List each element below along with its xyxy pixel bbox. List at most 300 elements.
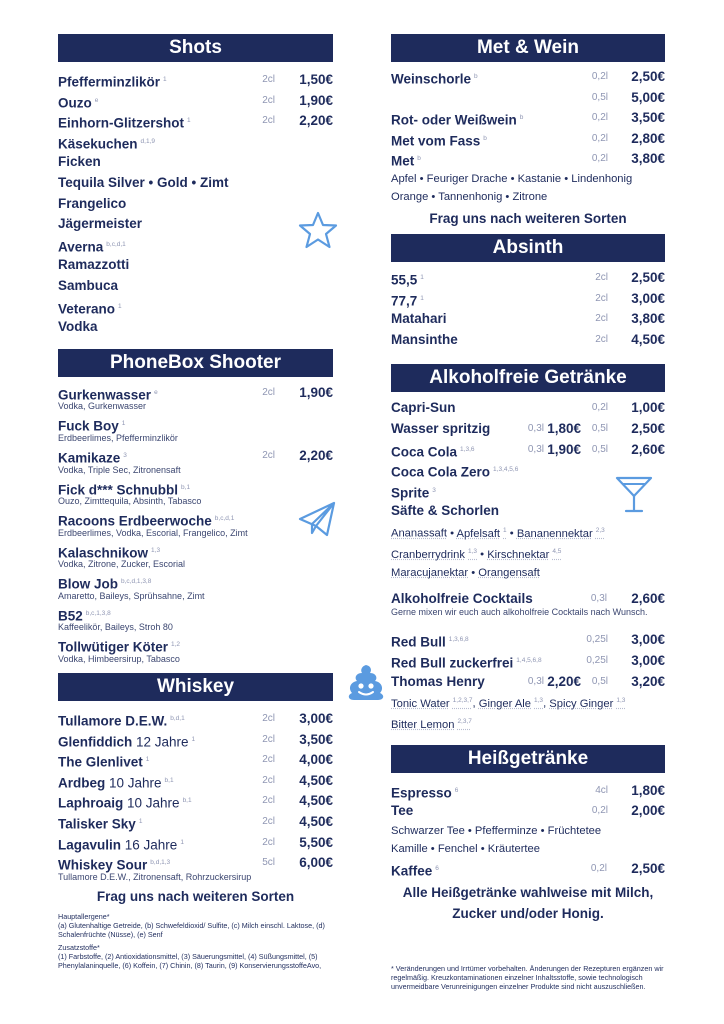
menu-item: [391, 801, 665, 822]
item-description: Vodka, Gurkenwasser: [58, 401, 147, 412]
item-name-wrap: [391, 801, 413, 822]
menu-item: [391, 67, 665, 88]
menu-item: [58, 194, 333, 215]
list-entry: [457, 528, 507, 540]
item-size: 0,2l: [591, 112, 608, 124]
item-description: Ouzo, Zimttequila, Absinth, Tabasco: [58, 496, 202, 507]
item-allergen-codes: b: [519, 114, 524, 122]
item-size: 2cl: [262, 795, 275, 807]
item-name: Tullamore D.E.W.: [58, 713, 168, 729]
list-entry: [478, 567, 540, 579]
item-name: Capri-Sun: [391, 400, 456, 416]
menu-item: [391, 630, 665, 651]
item-allergen-codes: 1,3,6,8: [448, 636, 469, 644]
entry-name: Kirschnektar: [487, 548, 550, 561]
item-allergen-codes: 1,2: [171, 641, 181, 649]
menu-item: [58, 383, 333, 404]
item-name-wrap: [58, 255, 129, 276]
item-price: 3,80€: [631, 151, 665, 167]
item-price: 4,00€: [299, 752, 333, 768]
menu-item: [391, 129, 665, 150]
item-age: 16 Jahre: [121, 837, 178, 853]
item-price: 4,50€: [299, 793, 333, 809]
whiskey-list: [58, 709, 333, 883]
item-name-wrap: [58, 853, 170, 876]
metwein-list: [391, 67, 665, 170]
menu-item-kaffee: [391, 859, 665, 880]
item-name: Sprite: [391, 485, 430, 501]
item-allergen-codes: b,1: [182, 797, 192, 805]
whiskey-more-note: Frag uns nach weiteren Sorten: [96, 888, 295, 904]
item-name: Whiskey Sour: [58, 857, 148, 873]
item-name: Ouzo: [58, 95, 92, 111]
item-size: 2cl: [262, 74, 275, 85]
item-name: 55,5: [391, 272, 418, 288]
item-size: 2cl: [262, 816, 275, 828]
item-price: 3,00€: [631, 290, 665, 306]
item-name: Lagavulin: [58, 837, 122, 853]
item-name: B52: [58, 608, 83, 624]
menu-item: [391, 651, 665, 672]
item-name-wrap: [58, 478, 190, 501]
hot-drinks-note-1: Alle Heißgetränke wahlweise mit Milch,: [402, 884, 654, 900]
item-size: 0,2l: [590, 862, 607, 874]
item-allergen-codes: 1: [121, 420, 126, 428]
menu-item: [391, 268, 665, 289]
item-allergen-codes: 1: [138, 818, 143, 826]
item-name-wrap: [58, 383, 158, 406]
item-name: Weinschorle: [391, 71, 472, 87]
section-header-shots: Shots: [58, 34, 333, 62]
section-header-alkfrei: Alkoholfreie Getränke: [391, 364, 665, 392]
item-allergen-codes: 1: [118, 302, 122, 310]
item-allergen-codes: 3: [123, 451, 127, 459]
menu-item: [58, 276, 333, 297]
hot-drinks-note-2: Zucker und/oder Honig.: [452, 905, 604, 921]
list-entry: [391, 528, 447, 540]
tea-types-line2: Kamille • Fenchel • Kräutertee: [391, 843, 540, 856]
item-name: Tequila Silver • Gold • Zimt: [58, 174, 229, 190]
menu-item: [58, 853, 333, 874]
item-price: 2,60€: [631, 590, 665, 606]
entry-allergen-codes: 1,3: [468, 548, 478, 556]
item-size: 2cl: [262, 115, 275, 127]
section-header-heiss: Heißgetränke: [391, 745, 665, 773]
item-allergen-codes: 1: [191, 735, 196, 743]
allergen-title: Hauptallergene*: [58, 911, 110, 921]
additives-text: (1) Farbstoffe, (2) Antioxidationsmittel, (3) Säuerungsmittel, (4) Süßungsmittel, (5) Phenylalaninquelle, (6) Koffein, (7) Chinin, (8) Taurin, (9) KonservierungsstoffeAvo,: [58, 951, 322, 970]
menu-item: [58, 214, 333, 235]
item-price: 2,20€: [299, 113, 333, 129]
item-name: Sambuca: [58, 277, 119, 293]
item-name: Laphroaig: [58, 795, 124, 811]
item-allergen-codes: 1: [163, 76, 167, 83]
menu-item: [58, 478, 333, 499]
item-name: Kalaschnikow: [58, 545, 149, 561]
item-size: 0,25l: [586, 655, 608, 667]
item-name: Thomas Henry: [391, 673, 485, 689]
item-name: The Glenlivet: [58, 754, 143, 770]
item-name: Wasser spritzig: [391, 420, 491, 436]
item-price: 1,90€: [299, 92, 333, 108]
menu-item: [391, 440, 665, 461]
item-price: 5,00€: [631, 89, 665, 105]
item-price-small: 2,20€: [547, 673, 581, 689]
menu-item: [58, 771, 333, 792]
item-size: 0,5l: [591, 422, 608, 434]
item-price: 3,00€: [631, 653, 665, 669]
item-allergen-codes: 1: [145, 756, 150, 764]
item-name: Frangelico: [58, 195, 127, 211]
item-size: 0,2l: [591, 71, 608, 82]
item-name: 77,7: [391, 293, 418, 309]
menu-item: [58, 833, 333, 854]
item-name-wrap: [58, 509, 234, 532]
item-price: 2,50€: [631, 420, 665, 436]
item-name: Racoons Erdbeerwoche: [58, 513, 212, 529]
entry-allergen-codes: 1,2,3,7: [452, 697, 473, 705]
item-allergen-codes: 1,3: [151, 546, 161, 554]
item-size: 2cl: [262, 713, 275, 725]
item-size: 4cl: [595, 784, 608, 796]
allergen-text: (a) Glutenhaltige Getreide, (b) Schwefeldioxid/ Sulfite, (c) Milch einschl. Laktose, (d) Schalenfrüchte (Nüsse), (e) Senf: [58, 920, 325, 939]
entry-name: Cranberrydrink: [391, 548, 465, 561]
item-name: Blow Job: [58, 576, 118, 592]
item-name-wrap: [58, 635, 180, 658]
item-name: Gurkenwasser: [58, 387, 152, 403]
poop-icon: [345, 662, 387, 702]
menu-item: [391, 672, 665, 693]
entry-allergen-codes: 2,3: [595, 526, 605, 534]
item-price: 3,80€: [631, 311, 665, 327]
item-allergen-codes: e: [94, 96, 99, 104]
item-price: 2,50€: [631, 860, 665, 876]
item-size: 2cl: [595, 313, 608, 325]
menu-item: [391, 149, 665, 170]
item-allergen-codes: 1: [187, 117, 191, 125]
item-price-small: 1,90€: [547, 441, 581, 457]
list-entry: [391, 698, 473, 710]
item-size: 0,2l: [591, 402, 608, 414]
item-name-wrap: [391, 672, 485, 693]
item-size: 0,2l: [591, 805, 608, 817]
item-allergen-codes: b,c,d,1: [106, 240, 126, 248]
item-size: 2cl: [262, 774, 275, 786]
item-price-small: 1,80€: [547, 420, 581, 436]
item-description: Erdbeerlimes, Pfefferminzlikör: [58, 432, 178, 443]
item-price: 4,50€: [299, 772, 333, 788]
menu-item: [58, 812, 333, 833]
section-header-metwein: Met & Wein: [391, 34, 665, 62]
item-allergen-codes: b: [474, 73, 478, 80]
item-name-wrap: [58, 317, 98, 338]
additives-title: Zusatzstoffe*: [58, 942, 100, 952]
menu-item: [58, 70, 333, 91]
item-size: 0,25l: [586, 634, 608, 646]
item-name-wrap: [391, 398, 456, 419]
item-name: Glenfiddich: [58, 734, 133, 750]
item-size: 2cl: [595, 271, 608, 283]
menu-item: [391, 88, 665, 109]
metwein-more-note: Frag uns nach weiteren Sorten: [429, 210, 627, 226]
met-flavors-line1: Apfel • Feuriger Drache • Kastanie • Lindenhonig: [391, 172, 633, 185]
menu-item: [58, 297, 333, 318]
item-price: 2,20€: [299, 447, 333, 463]
item-size: 2cl: [262, 386, 275, 398]
section-header-phonebox: PhoneBox Shooter: [58, 349, 333, 377]
menu-item: [58, 414, 333, 435]
item-size: 2cl: [262, 733, 275, 745]
menu-item: [391, 108, 665, 129]
item-size: 2cl: [262, 449, 275, 461]
thomas-henry-flavors: Tonic Water $^{1,2,3,7}$, Ginger Ale $^{1,3}$, Spicy Ginger $^{1,3}$ Bitter Lemon $^{2,3,7}$: [391, 697, 626, 732]
entry-name: Spicy Ginger: [549, 697, 614, 710]
item-name: Met vom Fass: [391, 133, 481, 149]
item-price: 2,80€: [631, 130, 665, 146]
cocktail-glass-icon: [614, 474, 654, 514]
item-allergen-codes: d,1,9: [140, 137, 156, 145]
item-name-wrap: [58, 541, 160, 564]
menu-item: [58, 509, 333, 530]
item-name-wrap: [58, 446, 127, 469]
item-price: 3,50€: [631, 110, 665, 126]
menu-item: [58, 791, 333, 812]
menu-item: [58, 91, 333, 112]
item-allergen-codes: b,d,1: [170, 715, 185, 723]
list-entry: [549, 698, 625, 710]
item-name-wrap: [58, 194, 126, 215]
item-name: Tee: [391, 803, 414, 819]
item-size: 5cl: [262, 857, 275, 869]
item-description: Vodka, Zitrone, Zucker, Escorial: [58, 559, 186, 570]
item-age: 10 Jahre: [123, 795, 180, 811]
item-size: 2cl: [595, 292, 608, 304]
item-name: Pfefferminzlikör: [58, 74, 161, 90]
item-size: 2cl: [262, 754, 275, 766]
item-description: Erdbeerlimes, Vodka, Escorial, Frangelico, Zimt: [58, 527, 248, 538]
item-price: 1,50€: [299, 72, 333, 87]
menu-item: [391, 781, 665, 802]
item-age: 12 Jahre: [132, 734, 189, 750]
menu-item: [391, 398, 665, 419]
list-entry: [517, 528, 605, 540]
item-name-wrap: [58, 572, 151, 595]
menu-item: [391, 419, 665, 440]
item-name: Talisker Sky: [58, 816, 136, 832]
menu-item: [58, 541, 333, 562]
item-description: Kaffeelikör, Baileys, Stroh 80: [58, 622, 173, 633]
item-name: Kamikaze: [58, 450, 121, 466]
item-size: 2cl: [262, 94, 275, 106]
item-name-wrap: [391, 419, 490, 440]
item-price: 2,50€: [631, 269, 665, 285]
item-allergen-codes: 1: [420, 273, 424, 281]
item-name: Kaffee: [391, 863, 433, 879]
item-name: Säfte & Schorlen: [391, 503, 500, 519]
item-price: 2,60€: [631, 441, 665, 457]
item-allergen-codes: 6: [454, 786, 459, 794]
menu-item: [58, 235, 333, 256]
item-size: 0,2l: [591, 132, 608, 144]
item-price: 4,50€: [299, 814, 333, 830]
phonebox-list: [58, 383, 333, 665]
item-description: Tullamore D.E.W., Zitronensaft, Rohrzuckersirup: [58, 871, 252, 882]
item-name: Ramazzotti: [58, 257, 130, 273]
menu-item: [58, 446, 333, 467]
section-header-absinth: Absinth: [391, 234, 665, 262]
item-allergen-codes: 1,3,6: [460, 445, 475, 453]
item-name: Espresso: [391, 785, 452, 801]
item-name-wrap: [58, 276, 118, 297]
shots-list: [58, 70, 333, 338]
item-size-small: 0,3l: [527, 422, 544, 434]
menu-item: [58, 635, 333, 656]
section-header-whiskey: Whiskey: [58, 673, 333, 701]
item-name: Jägermeister: [58, 216, 143, 232]
item-allergen-codes: b,d,1,3: [150, 859, 171, 867]
item-name: Red Bull zuckerfrei: [391, 655, 514, 671]
menu-item: [58, 709, 333, 730]
item-name-wrap: [391, 309, 447, 330]
item-name: Red Bull: [391, 634, 446, 650]
tea-types-line1: Schwarzer Tee • Pfefferminze • Früchtetee: [391, 824, 602, 837]
item-allergen-codes: b,c,d,1,3,8: [121, 578, 152, 586]
item-name-wrap: [58, 414, 125, 437]
list-entry: [391, 719, 472, 731]
item-name-wrap: [391, 330, 458, 351]
item-name: Tollwütiger Köter: [58, 639, 168, 655]
entry-name: Ananassaft: [391, 527, 447, 540]
item-name-wrap: [391, 149, 421, 172]
item-allergen-codes: b,c,1,3,8: [85, 609, 111, 617]
menu-item: [58, 111, 333, 132]
item-description: Amaretto, Baileys, Sprühsahne, Zimt: [58, 590, 205, 601]
list-entry: [479, 698, 543, 710]
item-size: 0,3l: [590, 592, 607, 604]
menu-item: [58, 132, 333, 153]
menu-item: [58, 173, 333, 194]
menu-item-cocktails: [391, 589, 665, 610]
met-flavors-line2: Orange • Tannenhonig • Zitrone: [391, 191, 548, 204]
list-entry: [391, 549, 477, 561]
item-price: 4,50€: [631, 331, 665, 347]
item-allergen-codes: e: [154, 388, 158, 396]
item-name-wrap: [58, 214, 142, 235]
star-icon: [298, 211, 338, 249]
item-price: 3,00€: [631, 632, 665, 648]
entry-name: Orangensaft: [478, 567, 540, 580]
item-size: 0,5l: [591, 443, 608, 455]
heiss-list: [391, 781, 665, 822]
menu-item: [391, 289, 665, 310]
cocktails-desc: Gerne mixen wir euch auch alkoholfreie Cocktails nach Wunsch.: [391, 607, 648, 618]
item-name: Veterano: [58, 301, 116, 317]
item-description: Vodka, Triple Sec, Zitronensaft: [58, 464, 181, 475]
item-size: 0,2l: [591, 153, 608, 165]
paper-plane-icon: [297, 500, 337, 538]
item-price: 3,50€: [299, 731, 333, 747]
item-price: 3,20€: [631, 673, 665, 689]
item-name: Einhorn-Glitzershot: [58, 115, 184, 131]
item-size: 0,5l: [591, 675, 608, 687]
item-name: Vodka: [58, 319, 98, 335]
entry-name: Maracujanektar: [391, 567, 469, 580]
entry-name: Apfelsaft: [456, 527, 501, 540]
entry-name: Ginger Ale: [478, 697, 532, 710]
item-allergen-codes: b: [483, 134, 487, 142]
item-allergen-codes: 1: [420, 294, 424, 302]
item-allergen-codes: 1,3,4,5,6: [493, 466, 519, 474]
menu-item: [58, 317, 333, 338]
item-size: 2cl: [595, 333, 608, 345]
item-name-wrap: [58, 173, 228, 194]
item-allergen-codes: b,c,d,1: [214, 515, 235, 523]
item-price: 1,80€: [631, 782, 665, 798]
juices-list: Ananassaft • Apfelsaft $^1$ • Bananennektar $^{2,3}$ Cranberrydrink $^{1,3}$ • Kirschnektar $^{4,5}$ Maracujanektar • Orangensaft: [391, 526, 605, 580]
entry-allergen-codes: 1: [503, 526, 507, 534]
list-entry: [391, 567, 468, 579]
item-name: Met: [391, 153, 415, 169]
item-name: Fuck Boy: [58, 418, 119, 434]
menu-item: [58, 572, 333, 593]
menu-item: [391, 309, 665, 330]
item-name-wrap: [58, 604, 111, 627]
item-name: Mansinthe: [391, 331, 458, 347]
item-allergen-codes: 3: [432, 486, 436, 494]
entry-allergen-codes: 2,3,7: [457, 718, 472, 726]
item-allergen-codes: 6: [435, 864, 439, 872]
absinth-list: [391, 268, 665, 350]
item-allergen-codes: 1,4,5,6,8: [516, 657, 542, 665]
menu-item: [58, 750, 333, 771]
item-name: Ardbeg: [58, 775, 106, 791]
item-name-wrap: [58, 152, 101, 173]
item-price: 2,50€: [631, 69, 665, 84]
item-allergen-codes: 1: [180, 838, 184, 846]
item-price: 6,00€: [299, 855, 333, 871]
item-name-wrap: [391, 501, 499, 522]
item-name: Matahari: [391, 311, 447, 327]
energy-list: [391, 630, 665, 692]
menu-item: [58, 604, 333, 625]
entry-name: Tonic Water: [391, 697, 450, 710]
entry-allergen-codes: 1,3: [616, 697, 626, 705]
item-name: Coca Cola: [391, 444, 458, 460]
item-name: Rot- oder Weißwein: [391, 112, 517, 128]
menu-item: [58, 152, 333, 173]
item-allergen-codes: b: [417, 155, 421, 163]
item-name: Alkoholfreie Cocktails: [391, 590, 533, 606]
item-name: Fick d*** Schnubbl: [58, 482, 179, 497]
item-size: 0,5l: [591, 91, 608, 103]
menu-item: [58, 255, 333, 276]
item-price: 3,00€: [299, 711, 333, 727]
list-entry: [487, 549, 561, 561]
left-column: [58, 34, 333, 970]
item-price: 1,90€: [299, 384, 333, 400]
item-size: 2cl: [262, 836, 275, 848]
item-description: Vodka, Himbeersirup, Tabasco: [58, 654, 180, 665]
item-price: 2,00€: [631, 803, 665, 819]
item-age: 10 Jahre: [105, 775, 162, 791]
menu-item: [58, 730, 333, 751]
item-price: 1,00€: [631, 400, 665, 416]
entry-allergen-codes: 1,3: [534, 697, 544, 705]
entry-name: Bitter Lemon: [391, 719, 455, 732]
entry-name: Bananennektar: [516, 527, 593, 540]
menu-item: [391, 330, 665, 351]
item-size-small: 0,3l: [527, 443, 544, 455]
